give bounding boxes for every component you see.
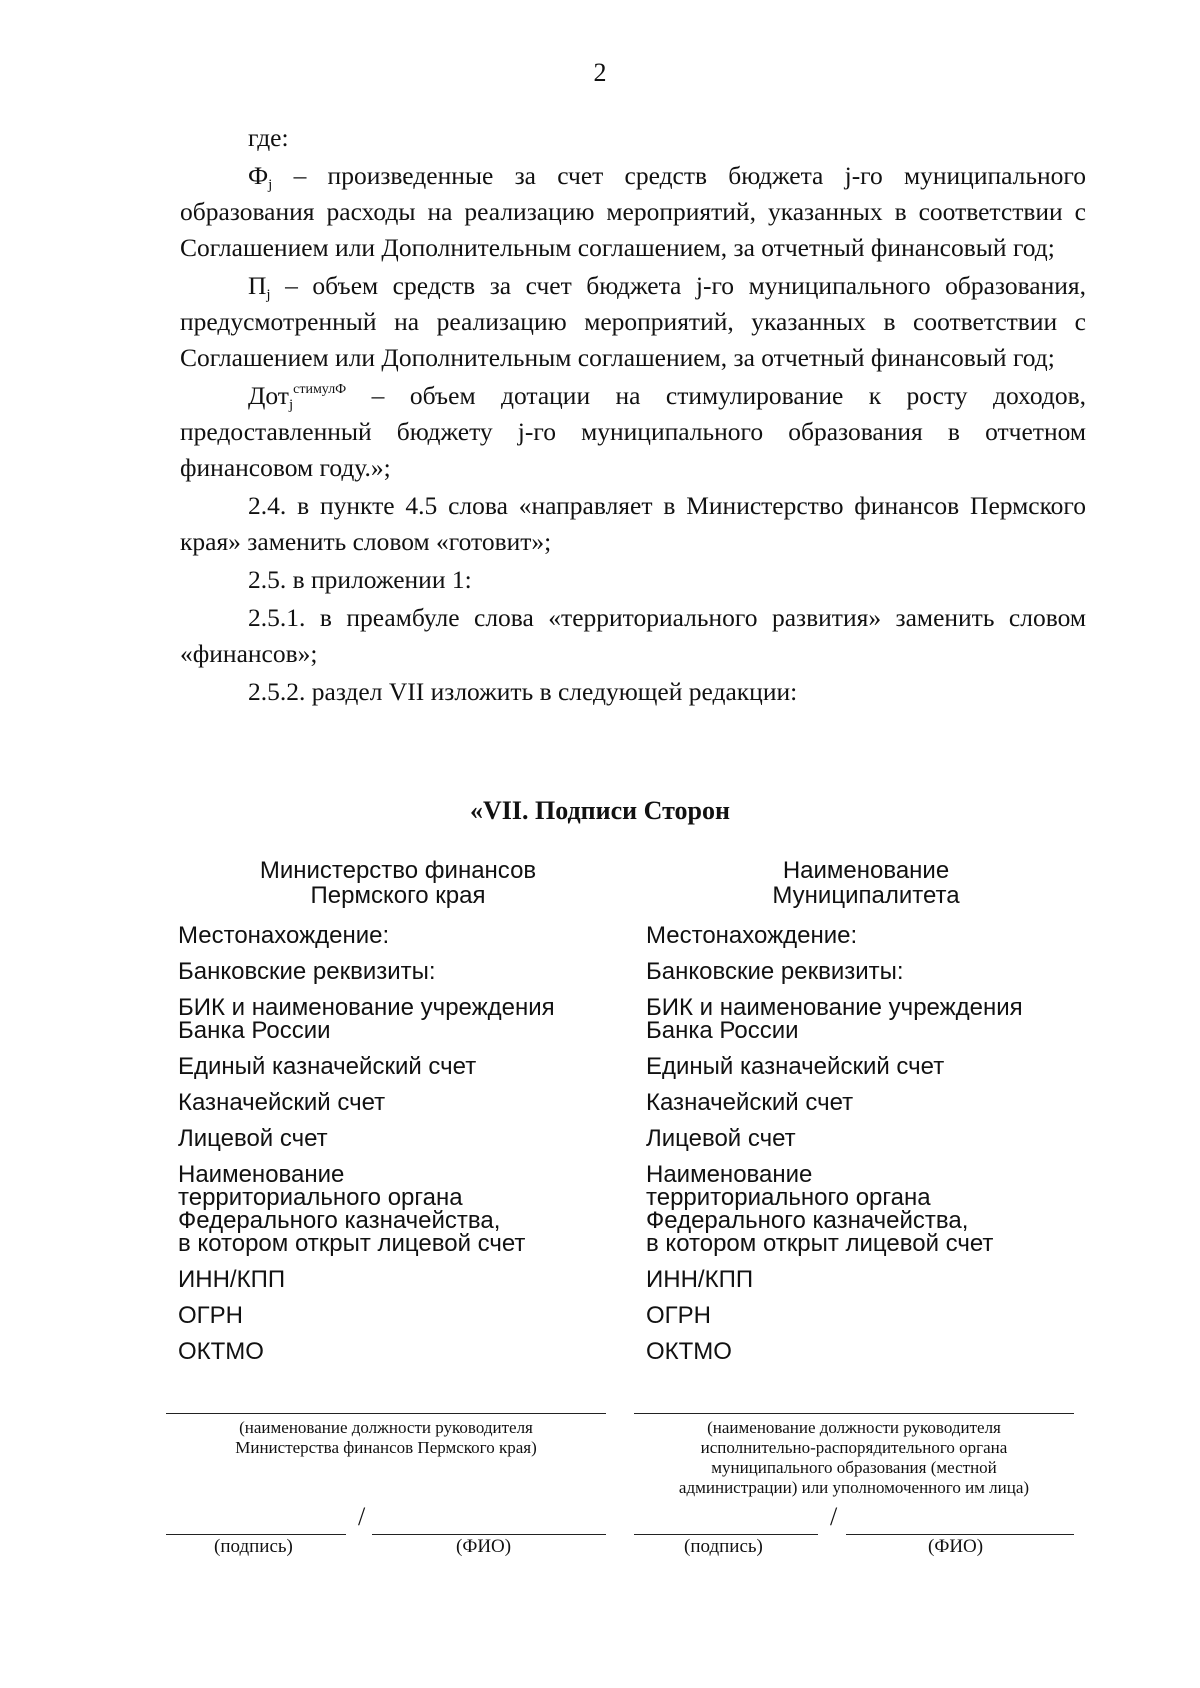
body-text	[180, 120, 1086, 710]
field-treasury-organ: Наименование территориального органа Федерального казначейства, в котором открыт лицевой счет	[178, 1161, 526, 1257]
section-title: «VII. Подписи Сторон	[470, 796, 730, 825]
right-signature-line	[634, 1534, 818, 1535]
right-fio-line	[846, 1534, 1074, 1535]
left-signature-line	[166, 1534, 346, 1535]
definition-f: $Ф_j$ – произведенные за счет средств бюджета j-го муниципального образования расходы на реализацию мероприятий, указанных в соответствии с Соглашением или Дополнительным соглашением, за отчетный финансовый год;	[180, 161, 1086, 262]
field-bank: Банковские реквизиты:	[178, 958, 436, 985]
field-oktmo: ОКТМО	[646, 1338, 732, 1365]
left-position-caption: (наименование должности руководителя Министерства финансов Пермского края)	[235, 1418, 537, 1457]
left-position-line	[166, 1413, 606, 1414]
right-slash: /	[830, 1502, 838, 1531]
field-treasury: Казначейский счет	[178, 1089, 386, 1116]
field-personal-account: Лицевой счет	[178, 1125, 328, 1152]
item-2-5-2: 2.5.2. раздел VII изложить в следующей редакции:	[248, 677, 798, 706]
field-bik: БИК и наименование учреждения Банка России	[646, 994, 1023, 1044]
field-oktmo: ОКТМО	[178, 1338, 264, 1365]
item-2-5-1: 2.5.1. в преамбуле слова «территориального развития» заменить словом «финансов»;	[180, 603, 1086, 668]
right-position-caption: (наименование должности руководителя исполнительно-распорядительного органа муниципального образования (местной администрации) или уполномоченного им лица)	[678, 1418, 1030, 1497]
field-single-treasury: Единый казначейский счет	[178, 1053, 477, 1080]
right-party-name: Наименование Муниципалитета	[772, 857, 960, 909]
left-slash: /	[358, 1502, 366, 1531]
definition-dot: Дот$_j^{стимулФ}$ – объем дотации на стимулирование к росту доходов, предоставленный бюджету j-го муниципального образования в отчетном финансовом году.»;	[180, 381, 1086, 482]
field-bik: БИК и наименование учреждения Банка России	[178, 994, 555, 1044]
item-2-4: 2.4. в пункте 4.5 слова «направляет в Министерство финансов Пермского края» заменить словом «готовит»;	[180, 491, 1086, 556]
left-party-column	[178, 858, 618, 1376]
field-bank: Банковские реквизиты:	[646, 958, 904, 985]
field-location: Местонахождение:	[178, 922, 390, 949]
field-inn: ИНН/КПП	[646, 1266, 754, 1293]
right-signature-label: (подпись)	[684, 1536, 763, 1557]
item-2-5: 2.5. в приложении 1:	[248, 565, 472, 594]
where-line: где:	[248, 123, 289, 152]
left-signature-label: (подпись)	[214, 1536, 293, 1557]
field-single-treasury: Единый казначейский счет	[646, 1053, 945, 1080]
page-number: 2	[593, 58, 607, 87]
field-location: Местонахождение:	[646, 922, 858, 949]
field-treasury: Казначейский счет	[646, 1089, 854, 1116]
field-ogrn: ОГРН	[178, 1302, 244, 1329]
field-inn: ИНН/КПП	[178, 1266, 286, 1293]
right-fio-label: (ФИО)	[928, 1536, 984, 1557]
left-party-name: Министерство финансов Пермского края	[259, 857, 537, 909]
right-party-column	[646, 858, 1086, 1376]
definition-p: $П_j$ – объем средств за счет бюджета j-го муниципального образования, предусмотренный на реализацию мероприятий, указанных в соответствии с Соглашением или Дополнительным соглашением, за отчетный финансовый год;	[180, 271, 1086, 372]
right-position-line	[634, 1413, 1074, 1414]
left-fio-label: (ФИО)	[456, 1536, 512, 1557]
field-personal-account: Лицевой счет	[646, 1125, 796, 1152]
field-ogrn: ОГРН	[646, 1302, 712, 1329]
left-fio-line	[372, 1534, 606, 1535]
field-treasury-organ: Наименование территориального органа Федерального казначейства, в котором открыт лицевой счет	[646, 1161, 994, 1257]
